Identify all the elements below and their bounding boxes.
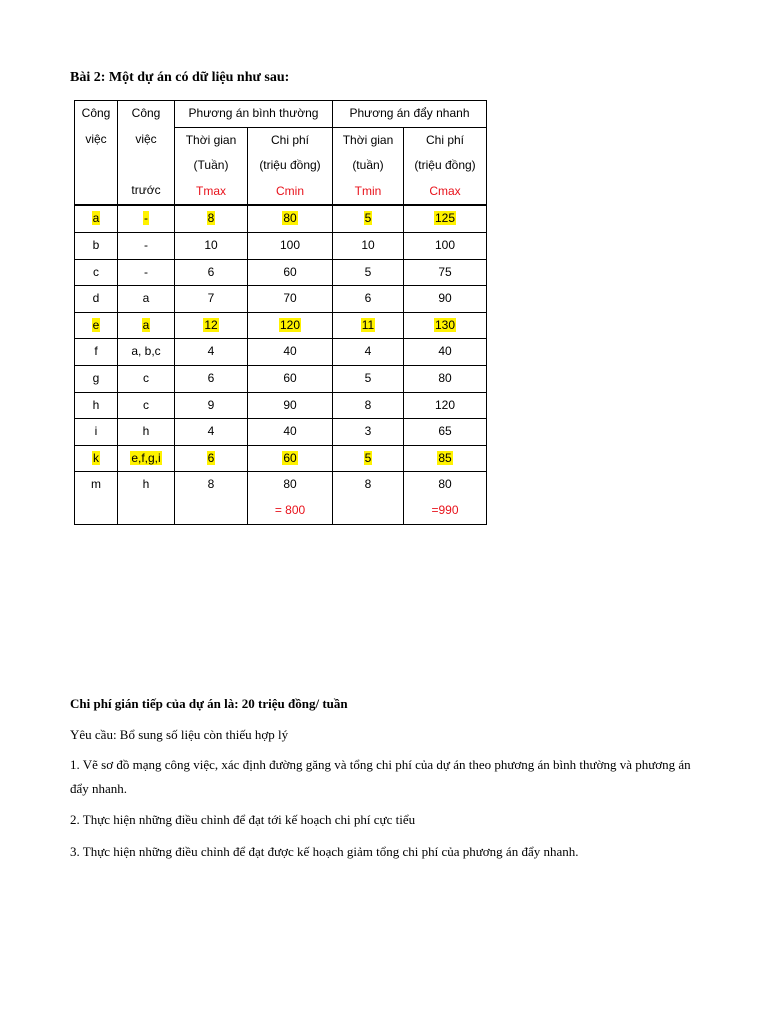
cell-cmin bbox=[248, 286, 333, 313]
cell-work-value: f bbox=[94, 344, 98, 359]
cell-tmax bbox=[175, 472, 248, 524]
table-row bbox=[75, 365, 487, 392]
exercise-label: Bài 2 bbox=[70, 70, 101, 85]
requirement-text: Yêu cầu: Bổ sung số liệu còn thiếu hợp lý bbox=[70, 727, 289, 742]
cell-prev bbox=[118, 365, 175, 392]
cell-tmax-value: 4 bbox=[207, 424, 215, 439]
cell-tmax-value: 8 bbox=[207, 477, 215, 492]
cell-tmin-value: 10 bbox=[361, 237, 375, 252]
cell-cmin-value: 60 bbox=[283, 370, 297, 385]
header-row-1 bbox=[75, 101, 487, 128]
cell-tmin bbox=[333, 472, 404, 524]
empty-cell bbox=[333, 498, 403, 524]
cell-tmin bbox=[333, 365, 404, 392]
cell-work bbox=[75, 419, 118, 446]
cell-tmin-value: 8 bbox=[364, 477, 372, 492]
cell-prev-value: h bbox=[142, 477, 150, 492]
cell-cmax bbox=[404, 392, 487, 419]
cell-prev bbox=[118, 392, 175, 419]
cell-cmax-value: 100 bbox=[434, 237, 456, 252]
cell-prev bbox=[118, 472, 175, 524]
cell-work bbox=[75, 286, 118, 313]
cell-work bbox=[75, 472, 118, 524]
cell-prev bbox=[118, 419, 175, 446]
cell-tmin-value: 5 bbox=[364, 264, 372, 279]
header-normal-time-unit: (Tuần) bbox=[193, 158, 229, 173]
cell-cmin bbox=[248, 312, 333, 339]
cell-tmax bbox=[175, 339, 248, 366]
cell-cmax bbox=[404, 286, 487, 313]
cell-cmin bbox=[248, 205, 333, 232]
cell-cmin-value: 60 bbox=[283, 450, 297, 465]
cell-prev bbox=[118, 232, 175, 259]
header-crash-cost bbox=[404, 127, 487, 205]
cell-work-value: e bbox=[92, 317, 100, 332]
cell-prev-value: c bbox=[143, 397, 149, 412]
cell-prev bbox=[118, 259, 175, 286]
cell-cmax bbox=[404, 339, 487, 366]
cell-tmax bbox=[175, 392, 248, 419]
header-normal-time bbox=[175, 127, 248, 205]
cell-tmax bbox=[175, 419, 248, 446]
cell-prev-value: - bbox=[144, 211, 148, 226]
cell-cmax bbox=[404, 205, 487, 232]
question-2: 2. Thực hiện những điều chỉnh để đạt tới kế hoạch chi phí cực tiểu bbox=[70, 812, 416, 827]
cell-tmin bbox=[333, 419, 404, 446]
cell-cmin bbox=[248, 259, 333, 286]
cell-work bbox=[75, 339, 118, 366]
table-row bbox=[75, 259, 487, 286]
empty-cell bbox=[175, 498, 247, 524]
cell-prev bbox=[118, 339, 175, 366]
cell-cmin bbox=[248, 339, 333, 366]
cell-prev-value: c bbox=[143, 370, 149, 385]
cell-cmax bbox=[404, 232, 487, 259]
cell-prev-value: h bbox=[142, 424, 150, 439]
table-row bbox=[75, 286, 487, 313]
project-data-table bbox=[74, 100, 487, 525]
cell-work-value: h bbox=[92, 397, 100, 412]
cell-tmax bbox=[175, 205, 248, 232]
cell-cmin-value: 40 bbox=[283, 424, 297, 439]
cell-cmin-value: 120 bbox=[279, 317, 301, 332]
cell-tmax bbox=[175, 445, 248, 472]
question-1: 1. Vẽ sơ đồ mạng công việc, xác định đường găng và tổng chi phí của dự án theo phương án bình thường và phương án đẩy nhanh. bbox=[70, 757, 691, 796]
table-row bbox=[75, 339, 487, 366]
header-normal-plan: Phương án bình thường bbox=[175, 101, 333, 128]
cell-cmin bbox=[248, 472, 333, 524]
cell-prev-value: a bbox=[142, 291, 150, 306]
cell-work-value: i bbox=[94, 424, 98, 439]
empty-cell bbox=[118, 498, 174, 524]
cell-cmax-value: 90 bbox=[438, 291, 452, 306]
header-crash-time-label: Thời gian bbox=[342, 132, 394, 147]
cell-tmax-value: 9 bbox=[207, 397, 215, 412]
header-crash-cost-label: Chi phí bbox=[425, 132, 465, 147]
cell-tmax bbox=[175, 259, 248, 286]
total-cmax: =990 bbox=[431, 502, 459, 517]
cell-tmin-value: 8 bbox=[364, 397, 372, 412]
cell-cmin bbox=[248, 232, 333, 259]
header-crash-time bbox=[333, 127, 404, 205]
cell-work bbox=[75, 259, 118, 286]
cell-prev-value: e,f,g,i bbox=[131, 450, 161, 465]
header-tmax: Tmax bbox=[196, 183, 226, 198]
cell-tmin-value: 6 bbox=[364, 291, 372, 306]
header-normal-cost-label: Chi phí bbox=[270, 132, 310, 147]
empty-cell bbox=[75, 498, 117, 524]
table-row bbox=[75, 232, 487, 259]
cell-tmax-value: 6 bbox=[207, 450, 215, 465]
header-prev-3 bbox=[118, 153, 174, 179]
cell-work bbox=[75, 445, 118, 472]
cell-cmin-value: 100 bbox=[279, 237, 301, 252]
indirect-cost-note: Chi phí gián tiếp của dự án là: 20 triệu đồng/ tuần bbox=[70, 696, 348, 711]
cell-cmin-value: 90 bbox=[283, 397, 297, 412]
cell-cmax-value: 75 bbox=[438, 264, 452, 279]
cell-work-value: m bbox=[91, 477, 101, 492]
header-prev-cell bbox=[118, 127, 175, 205]
cell-prev-value: - bbox=[144, 237, 148, 252]
cell-cmin bbox=[248, 365, 333, 392]
cell-cmax bbox=[404, 259, 487, 286]
header-row-2 bbox=[75, 127, 487, 205]
cell-tmin bbox=[333, 286, 404, 313]
cell-tmax-value: 4 bbox=[207, 344, 215, 359]
cell-tmax bbox=[175, 232, 248, 259]
cell-work bbox=[75, 232, 118, 259]
cell-cmax-value: 80 bbox=[438, 477, 452, 492]
exercise-intro: : Một dự án có dữ liệu như sau: bbox=[100, 70, 290, 85]
cell-tmin bbox=[333, 312, 404, 339]
cell-cmax bbox=[404, 419, 487, 446]
cell-cmin bbox=[248, 445, 333, 472]
cell-cmax-value: 130 bbox=[434, 317, 456, 332]
cell-cmax bbox=[404, 312, 487, 339]
cell-prev bbox=[118, 205, 175, 232]
table-row bbox=[75, 392, 487, 419]
cell-cmin bbox=[248, 392, 333, 419]
header-crash-plan: Phương án đẩy nhanh bbox=[333, 101, 487, 128]
cell-work-value: a bbox=[92, 211, 100, 226]
cell-tmax-value: 10 bbox=[204, 237, 218, 252]
cell-cmin-value: 80 bbox=[283, 211, 297, 226]
cell-work-value: b bbox=[92, 237, 100, 252]
header-prev-4: trước bbox=[131, 183, 161, 198]
cell-cmin-value: 40 bbox=[283, 344, 297, 359]
cell-tmin-value: 4 bbox=[364, 344, 372, 359]
total-cmin: = 800 bbox=[274, 502, 306, 517]
cell-work-value: d bbox=[92, 291, 100, 306]
header-normal-cost-unit: (triệu đồng) bbox=[259, 158, 321, 173]
exercise-heading bbox=[70, 70, 289, 86]
header-work-2: việc bbox=[85, 132, 107, 147]
header-normal-cost bbox=[248, 127, 333, 205]
cell-cmin-value: 80 bbox=[283, 477, 297, 492]
cell-work bbox=[75, 392, 118, 419]
cell-tmax-value: 8 bbox=[207, 211, 215, 226]
table-row bbox=[75, 472, 487, 524]
header-cmin: Cmin bbox=[275, 183, 304, 198]
cell-tmin bbox=[333, 232, 404, 259]
cell-cmin bbox=[248, 419, 333, 446]
cell-tmin-value: 5 bbox=[364, 211, 372, 226]
header-crash-time-unit: (tuần) bbox=[352, 158, 384, 173]
cell-work bbox=[75, 205, 118, 232]
cell-cmin-value: 60 bbox=[283, 264, 297, 279]
cell-cmax-value: 120 bbox=[434, 397, 456, 412]
cell-tmin bbox=[333, 205, 404, 232]
header-crash-cost-unit: (triệu đồng) bbox=[414, 158, 476, 173]
cell-prev-value: a bbox=[142, 317, 150, 332]
header-prev-1: Công bbox=[118, 101, 175, 128]
table-row bbox=[75, 445, 487, 472]
table-row bbox=[75, 312, 487, 339]
cell-tmax bbox=[175, 286, 248, 313]
table-row bbox=[75, 419, 487, 446]
cell-cmax bbox=[404, 365, 487, 392]
cell-tmax bbox=[175, 312, 248, 339]
cell-prev bbox=[118, 445, 175, 472]
cell-tmin-value: 5 bbox=[364, 450, 372, 465]
cell-tmax-value: 6 bbox=[207, 264, 215, 279]
question-3: 3. Thực hiện những điều chỉnh để đạt được kế hoạch giảm tổng chi phí của phương án đẩy nhanh. bbox=[70, 844, 579, 859]
cell-work-value: k bbox=[93, 450, 99, 465]
cell-cmax bbox=[404, 445, 487, 472]
cell-tmin-value: 11 bbox=[361, 317, 375, 332]
cell-cmax-value: 125 bbox=[434, 211, 456, 226]
cell-tmin bbox=[333, 259, 404, 286]
cell-work bbox=[75, 312, 118, 339]
header-cmax: Cmax bbox=[429, 183, 461, 198]
cell-tmin bbox=[333, 445, 404, 472]
cell-tmin bbox=[333, 339, 404, 366]
cell-work-value: c bbox=[93, 264, 99, 279]
cell-work-value: g bbox=[92, 370, 100, 385]
cell-cmax-value: 80 bbox=[438, 370, 452, 385]
cell-cmax-value: 85 bbox=[438, 450, 452, 465]
cell-tmin bbox=[333, 392, 404, 419]
cell-prev-value: - bbox=[144, 264, 148, 279]
header-work-cell bbox=[75, 127, 118, 205]
cell-tmax-value: 6 bbox=[207, 370, 215, 385]
cell-tmax bbox=[175, 365, 248, 392]
cell-cmax-value: 65 bbox=[438, 424, 452, 439]
header-work-1: Công bbox=[75, 101, 118, 128]
header-prev-2: việc bbox=[135, 132, 157, 147]
cell-cmax-value: 40 bbox=[438, 344, 452, 359]
cell-tmax-value: 7 bbox=[207, 291, 215, 306]
cell-tmin-value: 5 bbox=[364, 370, 372, 385]
cell-cmax bbox=[404, 472, 487, 524]
table-row bbox=[75, 205, 487, 232]
header-tmin: Tmin bbox=[354, 183, 382, 198]
cell-tmax-value: 12 bbox=[204, 317, 218, 332]
cell-prev bbox=[118, 286, 175, 313]
cell-prev bbox=[118, 312, 175, 339]
cell-prev-value: a, b,c bbox=[131, 344, 161, 359]
cell-work bbox=[75, 365, 118, 392]
cell-tmin-value: 3 bbox=[364, 424, 372, 439]
header-normal-time-label: Thời gian bbox=[185, 132, 237, 147]
cell-cmin-value: 70 bbox=[283, 291, 297, 306]
